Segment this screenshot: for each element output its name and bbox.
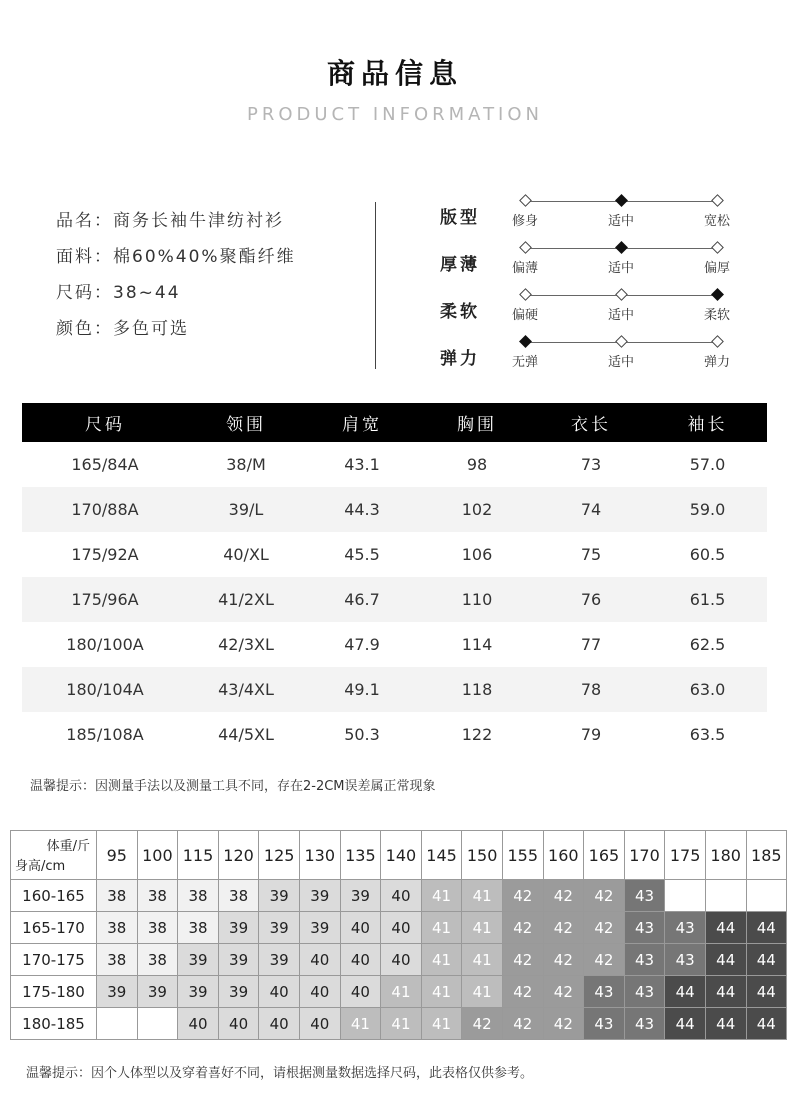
info-fabric: 面料：棉60%40%聚酯纤维: [56, 247, 296, 267]
info-name: 品名：商务长袖牛津纺衬衫: [56, 211, 284, 231]
size-cell: 114: [461, 635, 493, 654]
height-range: 170-175: [11, 944, 97, 976]
table-row: [11, 880, 787, 912]
size-header-cell: 领围: [188, 403, 304, 442]
diamond-icon: [711, 335, 724, 348]
size-cell: 180/104A: [22, 667, 188, 712]
weight-header: 100: [137, 831, 178, 880]
table-row: [22, 442, 767, 487]
size-cell: 102: [420, 487, 534, 532]
size-cell: 46.7: [304, 577, 420, 622]
size-cell: 41: [421, 944, 462, 976]
size-cell: 38: [178, 912, 219, 944]
scale-label: 适中: [608, 214, 635, 229]
height-range: 160-165: [11, 880, 97, 912]
grid-body: [11, 880, 787, 1040]
size-cell: 40: [259, 1008, 300, 1040]
size-cell: 63.0: [648, 667, 767, 712]
size-cell: 39/L: [188, 487, 304, 532]
size-cell: 39: [218, 944, 259, 976]
diamond-icon: [519, 241, 532, 254]
size-cell: 49.1: [304, 667, 420, 712]
page-title: 商品信息: [326, 57, 463, 90]
size-cell: 43: [624, 912, 665, 944]
size-cell: 40: [218, 1008, 259, 1040]
size-cell: 110: [420, 577, 534, 622]
size-cell: 175/92A: [71, 545, 139, 564]
size-cell: 43: [624, 1008, 665, 1040]
diamond-icon: [711, 194, 724, 207]
size-header-cell: 衣长: [534, 403, 648, 442]
weight-header: 165: [584, 831, 625, 880]
size-cell: 38: [97, 912, 138, 944]
size-cell: 41: [421, 880, 462, 912]
size-cell: 39: [178, 976, 219, 1008]
weight-header: 125: [259, 831, 300, 880]
scale-label: 适中: [608, 308, 635, 323]
size-cell: 41: [462, 944, 503, 976]
size-cell: 43: [665, 912, 706, 944]
size-cell: 44: [705, 1008, 746, 1040]
weight-header: 170: [624, 831, 665, 880]
size-cell: 73: [580, 455, 602, 474]
table-row: [22, 712, 767, 757]
attribute-name: 版型: [440, 208, 480, 228]
size-cell: 60.5: [689, 545, 726, 564]
size-cell: 44/5XL: [218, 725, 274, 744]
size-table-body: [22, 442, 767, 757]
size-cell: 40: [259, 976, 300, 1008]
table-row: [22, 532, 767, 577]
size-cell: 42: [543, 976, 584, 1008]
size-cell: 44: [746, 944, 787, 976]
size-cell: 39: [259, 944, 300, 976]
size-cell: [705, 880, 746, 912]
size-cell: 41: [381, 976, 422, 1008]
size-cell: 118: [420, 667, 534, 712]
size-cell: 41: [462, 880, 503, 912]
size-cell: 39: [340, 880, 381, 912]
size-cell: 42: [502, 912, 543, 944]
weight-header: 140: [381, 831, 422, 880]
size-cell: 170/88A: [22, 487, 188, 532]
table-row: [22, 667, 767, 712]
scale-label: 修身: [512, 214, 539, 229]
size-cell: 42: [502, 976, 543, 1008]
size-cell: 180/100A: [66, 635, 144, 654]
weight-header: 115: [178, 831, 219, 880]
weight-header: 120: [218, 831, 259, 880]
attribute-3: [440, 336, 760, 383]
table-row: [22, 487, 767, 532]
size-cell: 57.0: [689, 455, 726, 474]
size-cell: 38/M: [226, 455, 266, 474]
size-cell: 43: [584, 976, 625, 1008]
divider: [375, 202, 376, 369]
size-cell: 38: [137, 912, 178, 944]
scale-label: 偏薄: [512, 261, 539, 276]
size-cell: 40/XL: [223, 545, 269, 564]
size-cell: 47.9: [344, 635, 380, 654]
size-cell: 79: [580, 725, 602, 744]
size-cell: 40: [340, 912, 381, 944]
size-cell: 40: [299, 944, 340, 976]
grid-weight-header: [11, 831, 787, 880]
size-cell: 38: [137, 944, 178, 976]
size-cell: 42/3XL: [218, 635, 274, 654]
diamond-icon: [711, 241, 724, 254]
size-cell: 43/4XL: [188, 667, 304, 712]
weight-header: 145: [421, 831, 462, 880]
attribute-0: [440, 195, 760, 242]
size-cell: 43: [624, 880, 665, 912]
corner-height-label: 身高/cm: [15, 859, 66, 874]
size-cell: 39: [178, 944, 219, 976]
weight-header: 180: [705, 831, 746, 880]
size-cell: 38: [218, 880, 259, 912]
attribute-name: 厚薄: [440, 255, 480, 275]
page-subtitle: PRODUCT INFORMATION: [246, 104, 544, 125]
size-cell: 74: [534, 487, 648, 532]
size-cell: 38: [178, 880, 219, 912]
size-cell: 39: [299, 912, 340, 944]
table-row: [11, 912, 787, 944]
selected-diamond-icon: [519, 335, 532, 348]
size-cell: 59.0: [648, 487, 767, 532]
scale-label: 弹力: [704, 355, 731, 370]
size-cell: 76: [534, 577, 648, 622]
table-row: [11, 944, 787, 976]
size-cell: 43: [584, 1008, 625, 1040]
scale-label: 柔软: [704, 308, 731, 323]
size-cell: 42: [502, 1008, 543, 1040]
size-cell: 40: [340, 976, 381, 1008]
size-cell: 39: [299, 880, 340, 912]
size-cell: 62.5: [689, 635, 726, 654]
size-header-cell: 袖长: [648, 403, 767, 442]
size-cell: 44.3: [304, 487, 420, 532]
size-cell: 39: [218, 976, 259, 1008]
weight-header: 155: [502, 831, 543, 880]
measure-note: 温馨提示：因测量手法以及测量工具不同，存在2-2CM误差属正常现象: [30, 779, 436, 794]
size-cell: 38: [97, 944, 138, 976]
size-cell: 41: [381, 1008, 422, 1040]
size-cell: 44: [665, 1008, 706, 1040]
size-cell: 43: [624, 976, 665, 1008]
attribute-scales: [440, 195, 760, 383]
size-cell: 185/108A: [66, 725, 144, 744]
size-cell: [97, 1008, 138, 1040]
size-cell: 39: [137, 976, 178, 1008]
size-cell: 40: [381, 912, 422, 944]
size-cell: 39: [259, 880, 300, 912]
size-cell: 41: [462, 976, 503, 1008]
size-cell: 78: [534, 667, 648, 712]
weight-header: 160: [543, 831, 584, 880]
size-cell: 44: [705, 944, 746, 976]
size-cell: 61.5: [648, 577, 767, 622]
size-cell: 98: [466, 455, 488, 474]
size-cell: [665, 880, 706, 912]
scale-label: 宽松: [704, 214, 731, 229]
size-cell: [746, 880, 787, 912]
size-cell: 38: [97, 880, 138, 912]
size-cell: 43: [624, 944, 665, 976]
size-cell: 42: [502, 880, 543, 912]
size-cell: 40: [299, 976, 340, 1008]
height-range: 175-180: [11, 976, 97, 1008]
size-table-header: [22, 403, 767, 442]
size-cell: 42: [543, 1008, 584, 1040]
size-table: [22, 403, 767, 757]
size-cell: 45.5: [344, 545, 380, 564]
table-row: [11, 976, 787, 1008]
size-header-cell: 尺码: [22, 403, 188, 442]
weight-header: 185: [746, 831, 787, 880]
size-cell: 42: [543, 912, 584, 944]
size-cell: 165/84A: [71, 455, 139, 474]
height-range: 180-185: [11, 1008, 97, 1040]
attribute-name: 弹力: [440, 349, 480, 369]
diamond-icon: [615, 335, 628, 348]
size-cell: 106: [461, 545, 493, 564]
selected-diamond-icon: [711, 288, 724, 301]
scale-label: 偏厚: [704, 261, 731, 276]
diamond-icon: [519, 194, 532, 207]
size-cell: 41: [421, 976, 462, 1008]
size-cell: 42: [543, 880, 584, 912]
scale-label: 无弹: [512, 355, 539, 370]
table-row: [11, 1008, 787, 1040]
size-cell: 43.1: [344, 455, 380, 474]
size-cell: 41: [421, 1008, 462, 1040]
size-cell: 39: [218, 912, 259, 944]
size-cell: 40: [340, 944, 381, 976]
size-cell: 44: [746, 976, 787, 1008]
size-cell: 39: [259, 912, 300, 944]
scale-label: 偏硬: [512, 308, 539, 323]
weight-header: 150: [462, 831, 503, 880]
size-header-cell: 肩宽: [304, 403, 420, 442]
weight-header: 135: [340, 831, 381, 880]
height-range: 165-170: [11, 912, 97, 944]
size-cell: 41: [421, 912, 462, 944]
size-cell: 40: [381, 944, 422, 976]
size-cell: 40: [381, 880, 422, 912]
scale-label: 适中: [608, 355, 635, 370]
size-cell: [137, 1008, 178, 1040]
size-cell: 42: [502, 944, 543, 976]
size-cell: 41/2XL: [188, 577, 304, 622]
diamond-icon: [519, 288, 532, 301]
size-cell: 44: [665, 976, 706, 1008]
info-color: 颜色：多色可选: [56, 319, 189, 339]
size-cell: 44: [746, 912, 787, 944]
selected-diamond-icon: [615, 241, 628, 254]
size-cell: 40: [178, 1008, 219, 1040]
size-cell: 38: [137, 880, 178, 912]
grid-corner: [11, 831, 97, 880]
size-cell: 44: [705, 912, 746, 944]
size-cell: 39: [97, 976, 138, 1008]
size-cell: 77: [580, 635, 602, 654]
attribute-name: 柔软: [440, 302, 480, 322]
size-recommend-grid: [10, 830, 787, 1040]
size-cell: 175/96A: [22, 577, 188, 622]
size-cell: 122: [461, 725, 493, 744]
selected-diamond-icon: [615, 194, 628, 207]
info-size: 尺码：38~44: [56, 283, 181, 303]
attribute-2: [440, 289, 760, 336]
size-cell: 41: [340, 1008, 381, 1040]
attribute-1: [440, 242, 760, 289]
corner-weight-label: 体重/斤: [46, 839, 90, 854]
size-cell: 75: [580, 545, 602, 564]
size-cell: 63.5: [689, 725, 726, 744]
weight-header: 130: [299, 831, 340, 880]
size-cell: 43: [665, 944, 706, 976]
size-cell: 42: [462, 1008, 503, 1040]
diamond-icon: [615, 288, 628, 301]
size-cell: 44: [746, 1008, 787, 1040]
weight-header: 175: [665, 831, 706, 880]
size-cell: 41: [462, 912, 503, 944]
size-cell: 42: [584, 880, 625, 912]
table-row: [22, 622, 767, 667]
weight-header: 95: [97, 831, 138, 880]
size-cell: 42: [543, 944, 584, 976]
size-cell: 40: [299, 1008, 340, 1040]
product-info: [56, 206, 296, 350]
scale-label: 适中: [608, 261, 635, 276]
reference-note: 温馨提示：因个人体型以及穿着喜好不同，请根据测量数据选择尺码，此表格仅供参考。: [26, 1066, 534, 1081]
size-cell: 50.3: [344, 725, 380, 744]
table-row: [22, 577, 767, 622]
size-cell: 44: [705, 976, 746, 1008]
size-cell: 42: [584, 944, 625, 976]
size-cell: 42: [584, 912, 625, 944]
size-header-cell: 胸围: [420, 403, 534, 442]
